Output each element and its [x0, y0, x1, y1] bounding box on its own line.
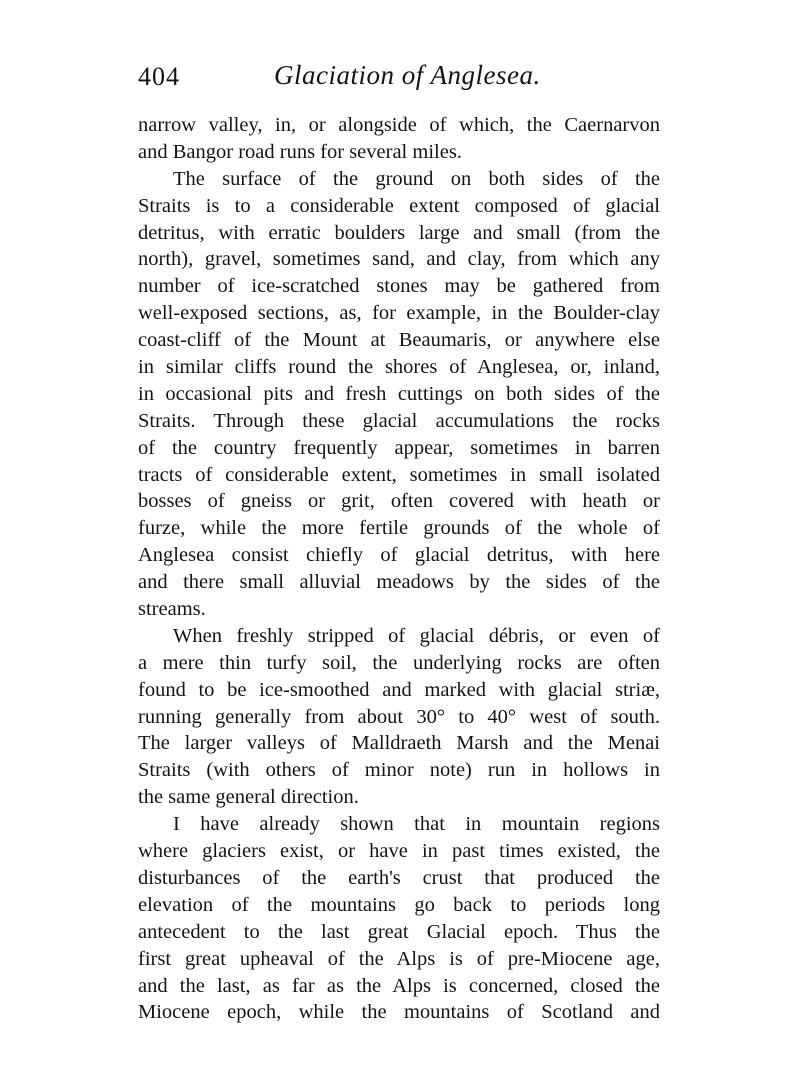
text-line: The larger valleys of Malldraeth Marsh and the Menai — [138, 732, 660, 755]
text-line: Straits is to a considerable extent composed of glacial — [138, 194, 660, 217]
text-line: The surface of the ground on both sides of the — [173, 167, 660, 190]
text-line: bosses of gneiss or grit, often covered with heath or — [138, 490, 660, 513]
text-line: the same general direction. — [138, 786, 359, 809]
text-line: number of ice-scratched stones may be gathered from — [138, 275, 660, 298]
text-line: detritus, with erratic boulders large and small (from the — [138, 221, 660, 244]
text-line: tracts of considerable extent, sometimes in small isolated — [138, 463, 660, 486]
text-line: and Bangor road runs for several miles. — [138, 140, 462, 163]
page-number: 404 — [138, 62, 180, 91]
text-line: Straits (with others of minor note) run in hollows in — [138, 759, 660, 782]
text-line: and the last, as far as the Alps is concerned, closed the — [138, 974, 660, 997]
text-line: first great upheaval of the Alps is of pre-Miocene age, — [138, 947, 660, 970]
body-text — [138, 112, 660, 1026]
text-line: Anglesea consist chiefly of glacial detritus, with here — [138, 544, 660, 567]
text-line: antecedent to the last great Glacial epoch. Thus the — [138, 920, 660, 943]
text-line: coast-cliff of the Mount at Beaumaris, or anywhere else — [138, 329, 660, 352]
text-line: narrow valley, in, or alongside of which, the Caernarvon — [138, 114, 660, 136]
text-line: disturbances of the earth's crust that produced the — [138, 866, 660, 889]
text-line: north), gravel, sometimes sand, and clay, from which any — [138, 248, 660, 271]
text-line: When freshly stripped of glacial débris, or even of — [173, 624, 660, 647]
text-line: Miocene epoch, while the mountains of Scotland and — [138, 1001, 660, 1024]
text-line: running generally from about 30° to 40° west of south. — [138, 705, 660, 728]
text-line: and there small alluvial meadows by the sides of the — [138, 571, 660, 594]
text-line: elevation of the mountains go back to periods long — [138, 893, 660, 916]
running-title: Glaciation of Anglesea. — [274, 60, 541, 90]
text-line: furze, while the more fertile grounds of the whole of — [138, 517, 660, 540]
text-line: a mere thin turfy soil, the underlying rocks are often — [138, 651, 660, 674]
text-line: in similar cliffs round the shores of Anglesea, or, inland, — [138, 356, 660, 379]
text-line: where glaciers exist, or have in past times existed, the — [138, 840, 660, 863]
text-line: I have already shown that in mountain regions — [173, 813, 660, 836]
text-line: found to be ice-smoothed and marked with glacial striæ, — [138, 678, 660, 701]
text-line: in occasional pits and fresh cuttings on both sides of the — [138, 382, 660, 405]
text-line: of the country frequently appear, sometimes in barren — [138, 436, 660, 459]
text-line: Straits. Through these glacial accumulations the rocks — [138, 409, 660, 432]
text-line: streams. — [138, 598, 206, 621]
text-line: well-exposed sections, as, for example, in the Boulder-clay — [138, 302, 660, 325]
page-header — [138, 62, 658, 102]
